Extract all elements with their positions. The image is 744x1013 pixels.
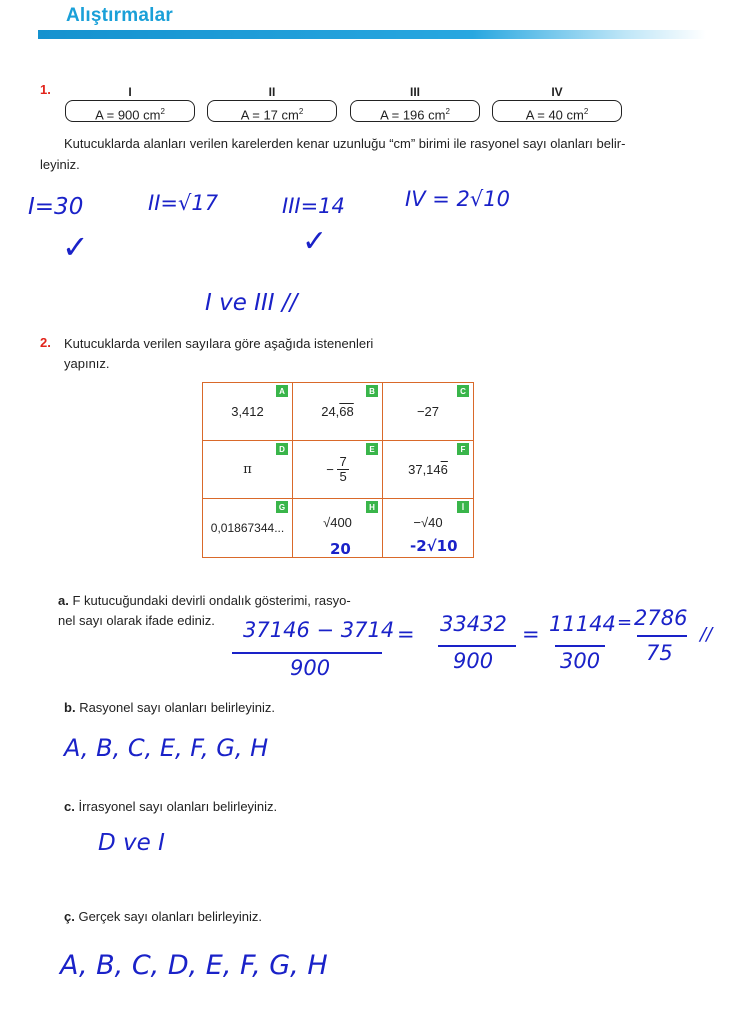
handwritten-answer-i: I=30: [28, 194, 84, 220]
cell-tag: İ: [457, 501, 469, 513]
question-1-text-line2: leyiniz.: [40, 157, 80, 172]
hand-fraction-4-denominator: 75: [646, 641, 673, 665]
hand-equals: =: [397, 622, 415, 646]
hand-fraction-2-numerator: 33432: [440, 612, 507, 636]
question-2-text-line1: Kutucuklarda verilen sayılara göre aşağıda istenenleri: [64, 336, 374, 351]
question-2cc-text: ç. Gerçek sayı olanları belirleyiniz.: [64, 909, 262, 924]
hand-fraction-3-line: [555, 645, 605, 647]
question-1-number: 1.: [40, 82, 51, 97]
cell-tag: F: [457, 443, 469, 455]
handwritten-answer-2c: D ve I: [98, 830, 165, 856]
question-2-number: 2.: [40, 335, 51, 350]
page-title: Alıştırmalar: [66, 5, 173, 26]
cell-tag: A: [276, 385, 288, 397]
grid-cell-f: F 37,14 6: [383, 441, 473, 499]
hand-fraction-2-line: [438, 645, 516, 647]
roman-label-i: I: [128, 85, 132, 99]
area-box-iv: A = 40 $cm^2$: [492, 100, 622, 122]
hand-fraction-1-line: [232, 652, 382, 654]
question-2-text-line2: yapınız.: [64, 356, 110, 371]
header-bar: [38, 30, 706, 39]
number-grid: [202, 382, 474, 558]
check-mark-icon: ✓: [302, 224, 328, 259]
hand-fraction-1-denominator: 900: [290, 656, 331, 680]
handwritten-answer-2b: A, B, C, E, F, G, H: [64, 734, 269, 762]
handwritten-answer-ii: II=√17: [148, 191, 219, 215]
question-2a-text-line2: nel sayı olarak ifade ediniz.: [58, 613, 215, 628]
roman-label-iv: IV: [551, 85, 563, 99]
hand-equals: =: [522, 622, 540, 646]
cell-tag: H: [366, 501, 378, 513]
check-mark-icon: ✓: [62, 228, 89, 266]
question-2c-text: c. İrrasyonel sayı olanları belirleyiniz.: [64, 799, 278, 814]
question-1-text-line1: Kutucuklarda alanları verilen karelerden kenar uzunluğu “cm” birimi ile rasyonel sayı olanları belir-: [64, 136, 626, 151]
cell-tag: G: [276, 501, 288, 513]
grid-cell-a: A 3,412: [203, 383, 293, 441]
area-box-ii: A = 17 $cm^2$: [207, 100, 337, 122]
hand-fraction-3-denominator: 300: [560, 649, 601, 673]
hand-fraction-1-numerator: 37146 − 3714: [243, 618, 395, 642]
hand-fraction-4-numerator: 2786: [634, 606, 688, 630]
hand-fraction-3-numerator: 11144: [549, 612, 616, 636]
handwritten-h-value: 20: [330, 540, 351, 558]
hand-fraction-2-denominator: 900: [453, 649, 494, 673]
roman-label-iii: III: [409, 85, 420, 99]
question-2b-text: b. Rasyonel sayı olanları belirleyiniz.: [64, 700, 275, 715]
cell-tag: B: [366, 385, 378, 397]
grid-cell-b: B 24, 68: [293, 383, 383, 441]
hand-equals: =: [617, 612, 633, 633]
area-box-i: A = 900 $cm^2$: [65, 100, 195, 122]
cell-tag: C: [457, 385, 469, 397]
grid-cell-d: D π: [203, 441, 293, 499]
cell-tag: E: [366, 443, 378, 455]
roman-label-ii: II: [268, 85, 276, 99]
grid-cell-e: E − $\frac{7}{5}$: [293, 441, 383, 499]
hand-fraction-4-line: [637, 635, 687, 637]
grid-cell-g: G 0,01867344...: [203, 499, 293, 557]
handwritten-final-answer-1: I ve III //: [205, 290, 298, 316]
cell-tag: D: [276, 443, 288, 455]
handwritten-answer-2cc: A, B, C, D, E, F, G, H: [60, 950, 328, 981]
hand-end-mark: //: [700, 624, 713, 645]
handwritten-answer-iv: IV = 2√10: [405, 187, 510, 211]
grid-cell-c: C −27: [383, 383, 473, 441]
question-2a-text-line1: a. F kutucuğundaki devirli ondalık gösterimi, rasyo-: [58, 593, 351, 608]
grid-cell-h: H √400: [293, 499, 383, 557]
handwritten-answer-iii: III=14: [282, 194, 345, 218]
area-box-iii: A = 196 $cm^2$: [350, 100, 480, 122]
handwritten-i-value: -2√10: [410, 537, 458, 555]
grid-cell-i: İ −√40: [383, 499, 473, 557]
